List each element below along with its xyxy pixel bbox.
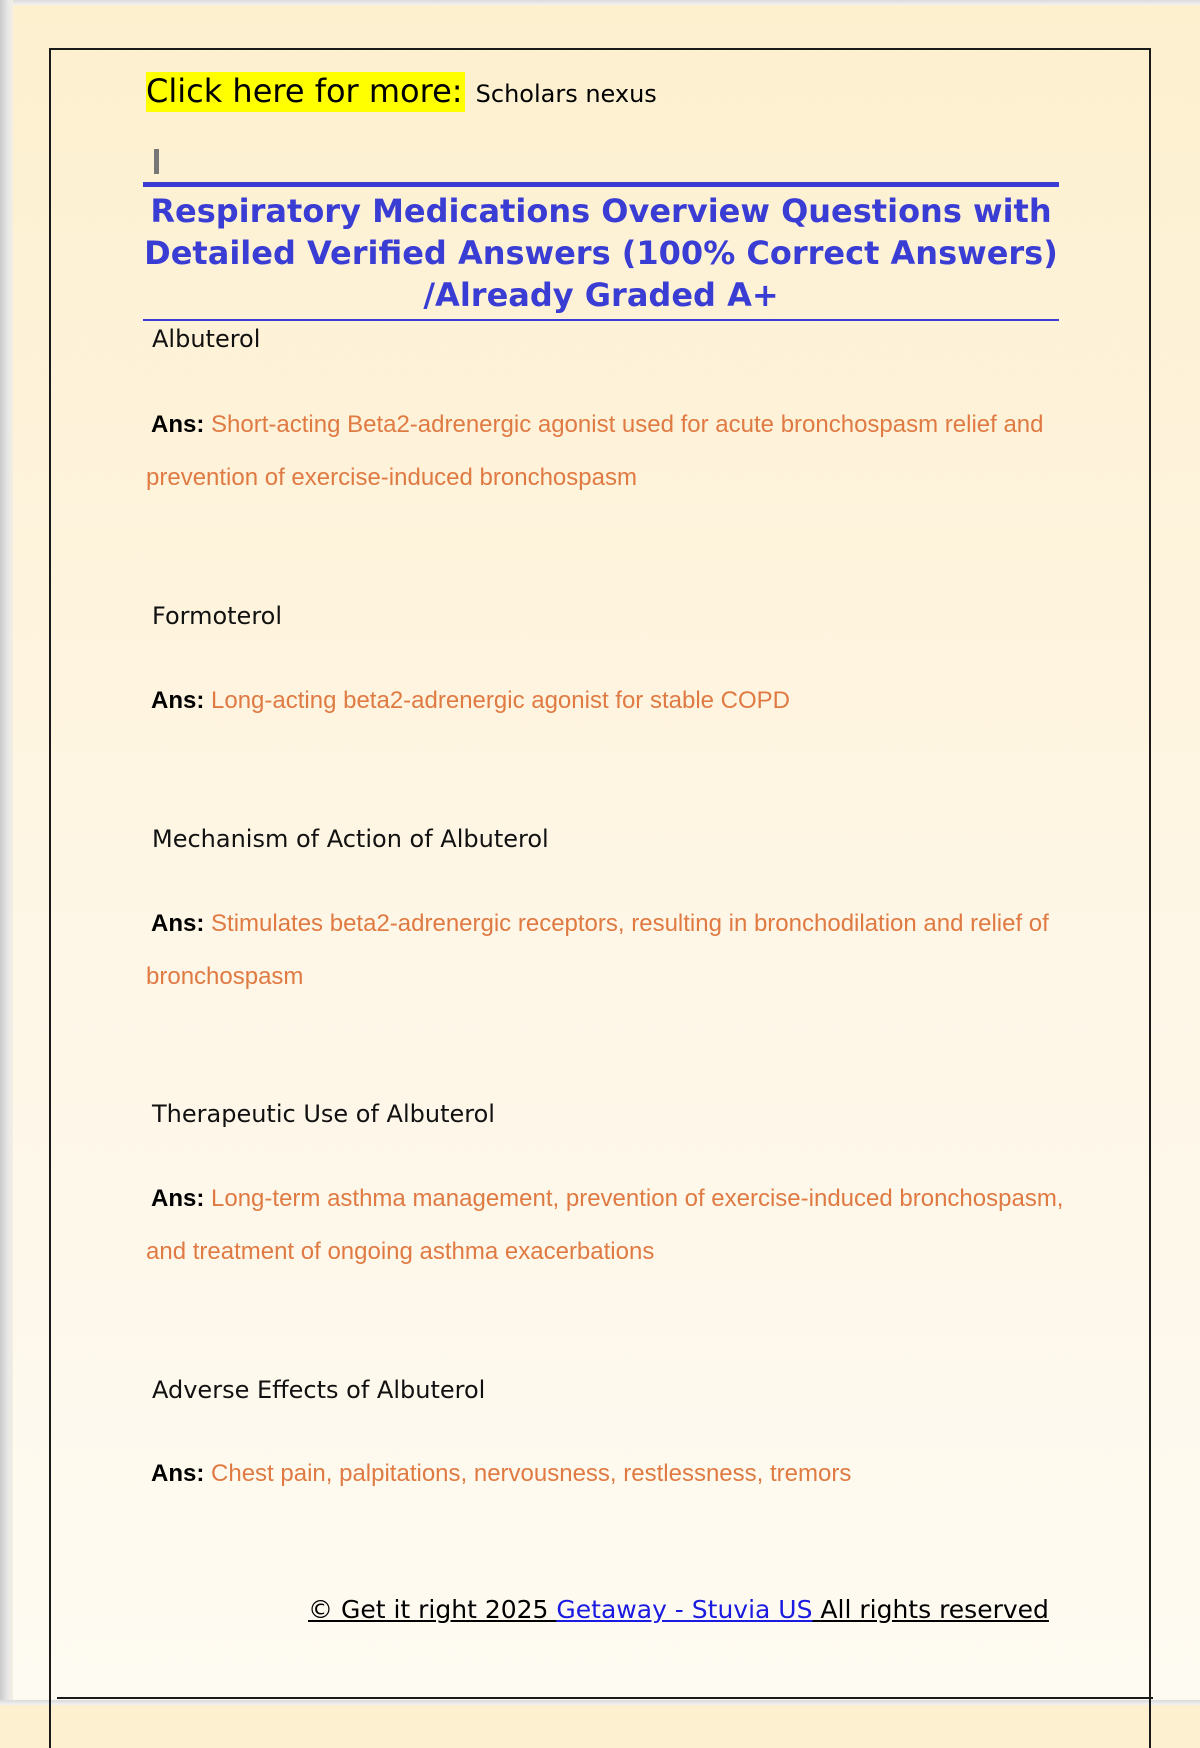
answer-therapeutic-use-albuterol bbox=[146, 1172, 1066, 1278]
question-adverse-effects-albuterol: Adverse Effects of Albuterol bbox=[152, 1376, 486, 1404]
promo-line bbox=[146, 72, 657, 110]
ans-label: Ans: bbox=[151, 1460, 205, 1487]
ans-label: Ans: bbox=[151, 411, 205, 438]
title-rule-bottom bbox=[143, 319, 1059, 321]
click-here-link[interactable]: Click here for more: bbox=[146, 72, 463, 110]
question-therapeutic-use-albuterol: Therapeutic Use of Albuterol bbox=[152, 1100, 495, 1128]
answer-mechanism-albuterol bbox=[146, 897, 1066, 1003]
document-title: Respiratory Medications Overview Questions with Detailed Verified Answers (100% Correct Answers) /Already Graded A+ bbox=[144, 192, 1058, 314]
answer-text: Long-acting beta2-adrenergic agonist for stable COPD bbox=[211, 687, 791, 714]
answer-formoterol bbox=[146, 674, 1066, 727]
answer-albuterol bbox=[146, 398, 1066, 504]
answer-adverse-effects-albuterol bbox=[146, 1447, 1066, 1500]
footer-suffix: All rights reserved bbox=[820, 1595, 1049, 1624]
ans-label: Ans: bbox=[151, 687, 205, 714]
answer-text: Short-acting Beta2-adrenergic agonist used for acute bronchospasm relief and prevention of exercise-induced bronchospasm bbox=[146, 411, 1044, 491]
stuvia-link[interactable]: Getaway - Stuvia US bbox=[556, 1595, 813, 1624]
brand-name: Scholars nexus bbox=[475, 80, 657, 108]
page-bottom-border bbox=[57, 1697, 1153, 1699]
title-rule-top bbox=[143, 182, 1059, 187]
question-albuterol: Albuterol bbox=[152, 325, 261, 353]
question-formoterol: Formoterol bbox=[152, 602, 283, 630]
answer-text: Stimulates beta2-adrenergic receptors, resulting in bronchodilation and relief of bronchospasm bbox=[146, 910, 1049, 990]
footer-copyright bbox=[308, 1595, 1049, 1624]
question-mechanism-albuterol: Mechanism of Action of Albuterol bbox=[152, 825, 549, 853]
answer-text: Long-term asthma management, prevention of exercise-induced bronchospasm, and treatment of ongoing asthma exacerbations bbox=[146, 1185, 1064, 1265]
viewer-left-edge bbox=[0, 0, 13, 1700]
ans-label: Ans: bbox=[151, 1185, 205, 1212]
text-cursor-icon bbox=[154, 149, 159, 174]
answer-text: Chest pain, palpitations, nervousness, restlessness, tremors bbox=[211, 1460, 852, 1487]
ans-label: Ans: bbox=[151, 910, 205, 937]
footer-prefix: © Get it right 2025 bbox=[308, 1595, 549, 1624]
